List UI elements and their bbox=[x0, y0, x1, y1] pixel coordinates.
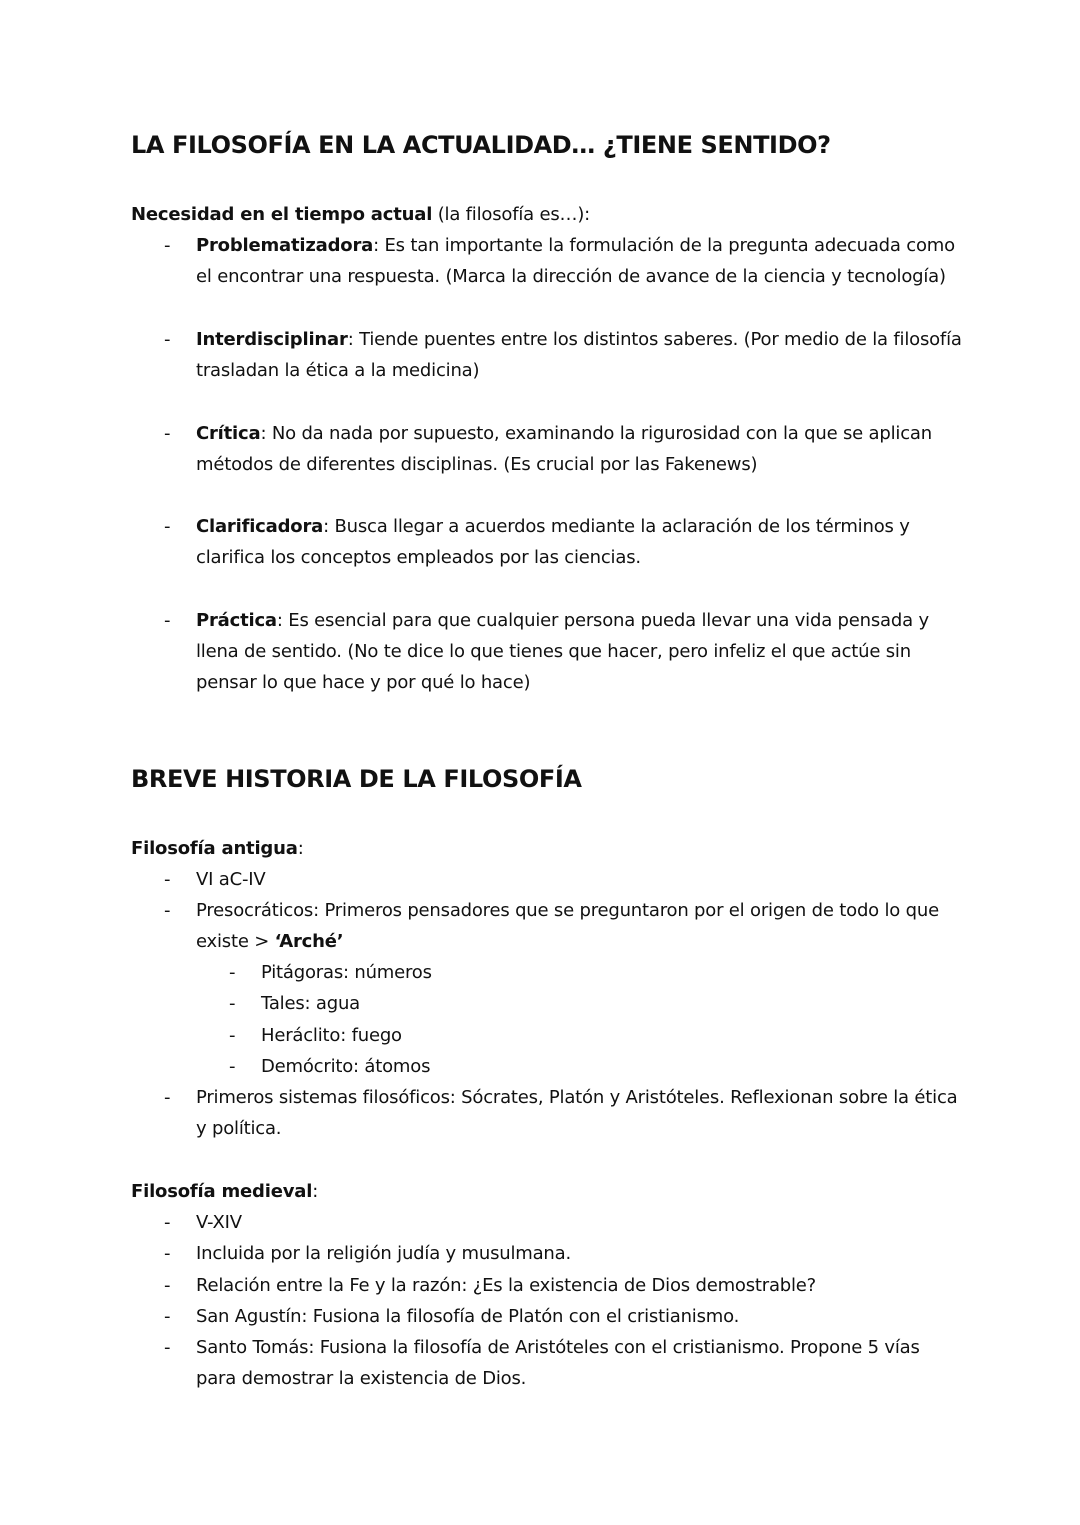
list-item-critica bbox=[164, 418, 964, 480]
section-title-historia: BREVE HISTORIA DE LA FILOSOFÍA bbox=[131, 765, 582, 793]
bullet-dash: - bbox=[164, 900, 171, 921]
bullet-dash: - bbox=[229, 1056, 236, 1077]
bullet-dash: - bbox=[164, 1275, 171, 1296]
item-text: Santo Tomás: Fusiona la filosofía de Aristóteles con el cristianismo. Propone 5 vías para demostrar la existencia de Dios. bbox=[196, 1337, 920, 1389]
sub-list-item bbox=[229, 957, 964, 988]
subsection-medieval-label bbox=[131, 1176, 318, 1207]
bullet-dash: - bbox=[164, 869, 171, 890]
item-text: Incluida por la religión judía y musulmana. bbox=[196, 1243, 571, 1264]
bullet-dash: - bbox=[229, 993, 236, 1014]
bullet-dash: - bbox=[164, 610, 171, 631]
item-term: Clarificadora bbox=[196, 516, 324, 537]
bullet-dash: - bbox=[164, 1212, 171, 1233]
item-term: Interdisciplinar bbox=[196, 329, 348, 350]
list-item-sistemas bbox=[164, 1082, 964, 1144]
antigua-label-bold: Filosofía antigua bbox=[131, 838, 298, 859]
intro-line bbox=[131, 199, 590, 230]
list-item-interdisciplinar bbox=[164, 324, 964, 386]
list-item-practica bbox=[164, 605, 964, 698]
item-text: Relación entre la Fe y la razón: ¿Es la existencia de Dios demostrable? bbox=[196, 1275, 817, 1296]
item-text: : Tiende puentes entre los distintos saberes. (Por medio de la filosofía trasladan la ética a la medicina) bbox=[196, 329, 962, 381]
bullet-dash: - bbox=[229, 962, 236, 983]
bullet-dash: - bbox=[164, 1243, 171, 1264]
item-text: VI aC-IV bbox=[196, 869, 266, 890]
sub-list-item bbox=[229, 1020, 964, 1051]
bullet-dash: - bbox=[164, 1337, 171, 1358]
item-text: : No da nada por supuesto, examinando la rigurosidad con la que se aplican métodos de diferentes disciplinas. (Es crucial por las Fakenews) bbox=[196, 423, 932, 475]
list-item-antigua-period bbox=[164, 864, 964, 895]
antigua-colon: : bbox=[297, 838, 304, 859]
bullet-dash: - bbox=[229, 1025, 236, 1046]
subsection-antigua-label bbox=[131, 833, 304, 864]
arche-term: ‘Arché’ bbox=[274, 931, 344, 952]
list-item-presocraticos bbox=[164, 895, 964, 957]
intro-bold: Necesidad en el tiempo actual bbox=[131, 204, 433, 225]
sub-list-item bbox=[229, 988, 964, 1019]
intro-rest: (la filosofía es…): bbox=[432, 204, 591, 225]
medieval-colon: : bbox=[312, 1181, 319, 1202]
item-term: Crítica bbox=[196, 423, 261, 444]
item-text: Tales: agua bbox=[261, 993, 360, 1014]
bullet-dash: - bbox=[164, 423, 171, 444]
item-term: Problematizadora bbox=[196, 235, 374, 256]
list-item-medieval bbox=[164, 1238, 964, 1269]
list-item-medieval bbox=[164, 1270, 964, 1301]
bullet-dash: - bbox=[164, 329, 171, 350]
medieval-label-bold: Filosofía medieval bbox=[131, 1181, 313, 1202]
list-item-clarificadora bbox=[164, 511, 964, 573]
item-term: Práctica bbox=[196, 610, 277, 631]
bullet-dash: - bbox=[164, 235, 171, 256]
list-item-medieval bbox=[164, 1301, 964, 1332]
item-text: Demócrito: átomos bbox=[261, 1056, 431, 1077]
item-text: : Es tan importante la formulación de la pregunta adecuada como el encontrar una respuesta. (Marca la dirección de avance de la ciencia y tecnología) bbox=[196, 235, 955, 287]
item-text: Presocráticos: Primeros pensadores que se preguntaron por el origen de todo lo que existe > bbox=[196, 900, 939, 952]
section-title-actualidad: LA FILOSOFÍA EN LA ACTUALIDAD… ¿TIENE SENTIDO? bbox=[131, 131, 831, 159]
sub-list-item bbox=[229, 1051, 964, 1082]
item-text: San Agustín: Fusiona la filosofía de Platón con el cristianismo. bbox=[196, 1306, 740, 1327]
bullet-dash: - bbox=[164, 1087, 171, 1108]
item-text: : Busca llegar a acuerdos mediante la aclaración de los términos y clarifica los conceptos empleados por las ciencias. bbox=[196, 516, 910, 568]
list-item-medieval bbox=[164, 1332, 964, 1394]
item-text: V-XIV bbox=[196, 1212, 242, 1233]
list-item-problematizadora bbox=[164, 230, 964, 292]
item-text: Pitágoras: números bbox=[261, 962, 432, 983]
item-text: : Es esencial para que cualquier persona pueda llevar una vida pensada y llena de sentido. (No te dice lo que tienes que hacer, pero infeliz el que actúe sin pensar lo que hace y por qué lo hace) bbox=[196, 610, 929, 693]
bullet-dash: - bbox=[164, 516, 171, 537]
bullet-dash: - bbox=[164, 1306, 171, 1327]
item-text: Primeros sistemas filosóficos: Sócrates, Platón y Aristóteles. Reflexionan sobre la ética y política. bbox=[196, 1087, 958, 1139]
list-item-medieval bbox=[164, 1207, 964, 1238]
item-text: Heráclito: fuego bbox=[261, 1025, 402, 1046]
